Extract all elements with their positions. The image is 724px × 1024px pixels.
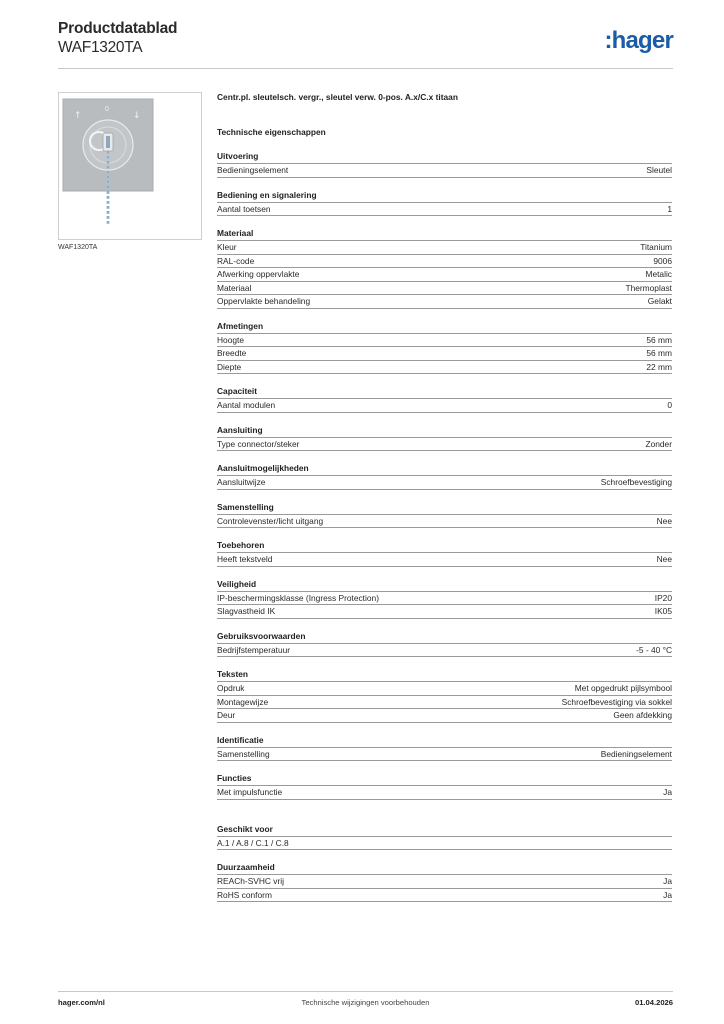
spec-section — [217, 861, 672, 902]
spec-value: 56 mm — [646, 334, 672, 345]
spec-label: Type connector/steker — [217, 438, 300, 449]
spec-row — [217, 267, 672, 281]
zero-position-label: 0 — [105, 106, 109, 113]
spec-row — [217, 240, 672, 254]
section-rows — [217, 643, 672, 658]
spec-value: Ja — [663, 876, 672, 886]
spec-value: Schroefbevestiging — [600, 477, 672, 487]
spec-value: 0 — [667, 400, 672, 410]
spec-value: Gelakt — [647, 296, 672, 306]
footer-divider — [58, 991, 673, 992]
spec-row — [217, 202, 672, 217]
spec-section — [217, 668, 672, 723]
spec-section — [217, 501, 672, 529]
product-specifications — [217, 92, 672, 902]
spec-value: Ja — [663, 889, 672, 900]
spec-section — [217, 539, 672, 567]
product-image-caption: WAF1320TA — [58, 244, 98, 251]
section-title: Duurzaamheid — [217, 862, 275, 872]
spec-value: -5 - 40 °C — [636, 644, 672, 655]
spec-label: Aantal modulen — [217, 400, 276, 410]
spec-row — [217, 747, 672, 762]
spec-value: Titanium — [640, 242, 672, 252]
spec-label: A.1 / A.8 / C.1 / C.8 — [217, 837, 289, 848]
section-title: Aansluiting — [217, 424, 263, 435]
spec-row — [217, 254, 672, 268]
spec-label: Kleur — [217, 242, 237, 252]
spec-value: Sleutel — [646, 165, 672, 175]
spec-label: Bedieningselement — [217, 165, 289, 175]
section-rows — [217, 552, 672, 567]
spec-section — [217, 578, 672, 619]
section-rows — [217, 747, 672, 762]
section-rows — [217, 514, 672, 529]
spec-label: Met impulsfunctie — [217, 787, 283, 797]
spec-value: Met opgedrukt pijlsymbool — [574, 683, 672, 693]
spec-label: Diepte — [217, 361, 242, 372]
spec-label: Afwerking oppervlakte — [217, 269, 300, 279]
spec-row — [217, 163, 672, 178]
product-description: Centr.pl. sleutelsch. vergr., sleutel verw. 0-pos. A.x/C.x titaan — [217, 92, 458, 102]
document-title: Productdatablad — [58, 20, 178, 37]
section-title: Bediening en signalering — [217, 189, 317, 200]
spec-label: Aansluitwijze — [217, 477, 266, 487]
spec-value: Schroefbevestiging via sokkel — [561, 696, 672, 707]
spec-row — [217, 888, 672, 903]
spec-label: Oppervlakte behandeling — [217, 296, 311, 306]
section-title: Teksten — [217, 669, 249, 679]
spec-label: Heeft tekstveld — [217, 554, 273, 564]
spec-section — [217, 320, 672, 375]
section-rows — [217, 437, 672, 452]
hager-logo — [604, 27, 673, 55]
spec-row — [217, 552, 672, 567]
section-title: Capaciteit — [217, 386, 258, 396]
spec-value: 56 mm — [646, 348, 672, 358]
arrow-up-icon: ↑ — [74, 111, 82, 121]
product-image — [58, 92, 202, 240]
spec-value: 1 — [667, 203, 672, 214]
section-title: Identificatie — [217, 734, 264, 745]
spec-row — [217, 785, 672, 800]
spec-value: 22 mm — [646, 361, 672, 372]
arrow-down-icon: ↓ — [133, 111, 141, 121]
spec-label: Breedte — [217, 348, 247, 358]
section-rows — [217, 874, 672, 902]
section-title: Uitvoering — [217, 151, 259, 161]
spec-label: Aantal toetsen — [217, 203, 271, 214]
spec-row — [217, 514, 672, 529]
technical-properties-heading: Technische eigenschappen — [217, 127, 326, 137]
spec-row — [217, 643, 672, 658]
page-header — [58, 20, 673, 57]
spec-section — [217, 734, 672, 762]
spec-label: Slagvastheid IK — [217, 606, 276, 616]
spec-row — [217, 591, 672, 605]
spec-label: Materiaal — [217, 282, 252, 293]
spec-label: IP-beschermingsklasse (Ingress Protection) — [217, 592, 379, 603]
spec-row — [217, 360, 672, 375]
section-rows — [217, 202, 672, 217]
spec-section — [217, 462, 672, 490]
spec-label: Montagewijze — [217, 696, 269, 707]
spec-section — [217, 424, 672, 452]
spec-label: Bedrijfstemperatuur — [217, 644, 291, 655]
section-title: Samenstelling — [217, 501, 274, 512]
section-rows — [217, 785, 672, 800]
section-rows — [217, 398, 672, 413]
product-code: WAF1320TA — [58, 39, 143, 56]
spec-section — [217, 630, 672, 658]
section-title: Afmetingen — [217, 320, 264, 331]
spec-section — [217, 227, 672, 309]
section-title: Aansluitmogelijkheden — [217, 463, 309, 473]
section-title: Materiaal — [217, 228, 254, 238]
section-title: Gebruiksvoorwaarden — [217, 630, 306, 641]
spec-section — [217, 385, 672, 413]
spec-value: IP20 — [654, 592, 672, 603]
spec-label: RAL-code — [217, 255, 255, 266]
section-title: Geschikt voor — [217, 823, 273, 834]
section-rows — [217, 591, 672, 619]
spec-label: RoHS conform — [217, 889, 272, 900]
spec-row — [217, 681, 672, 695]
specification-sections — [217, 150, 672, 902]
key-switch-plate-image — [59, 93, 201, 239]
spec-row — [217, 475, 672, 490]
spec-value: Thermoplast — [625, 282, 672, 293]
spec-value: IK05 — [654, 606, 672, 616]
spec-value: Zonder — [645, 438, 672, 449]
spec-row — [217, 294, 672, 309]
section-rows — [217, 475, 672, 490]
spec-value: 9006 — [653, 255, 672, 266]
section-rows — [217, 163, 672, 178]
spec-row — [217, 836, 672, 851]
spec-section — [217, 150, 672, 178]
spec-value: Nee — [656, 515, 672, 526]
section-rows — [217, 681, 672, 723]
spec-row — [217, 333, 672, 347]
spec-section — [217, 189, 672, 217]
spec-row — [217, 874, 672, 888]
spec-section — [217, 823, 672, 851]
footer-date: 01.04.2026 — [634, 998, 673, 1007]
section-title: Functies — [217, 773, 252, 783]
spec-row — [217, 437, 672, 452]
header-divider — [58, 68, 673, 69]
spec-label: Samenstelling — [217, 748, 270, 759]
section-title: Toebehoren — [217, 540, 265, 550]
spec-label: Controlevenster/licht uitgang — [217, 515, 324, 526]
logo-text: :hager — [604, 27, 673, 54]
spec-row — [217, 695, 672, 709]
spec-row — [217, 604, 672, 619]
footer-website: hager.com/nl — [58, 998, 105, 1007]
spec-value: Nee — [656, 554, 672, 564]
section-rows — [217, 240, 672, 309]
section-title: Veiligheid — [217, 578, 257, 589]
footer-disclaimer: Technische wijzigingen voorbehouden — [301, 998, 430, 1007]
spec-row — [217, 281, 672, 295]
spec-value: Geen afdekking — [613, 710, 672, 720]
spec-label: REACh-SVHC vrij — [217, 876, 285, 886]
section-rows — [217, 333, 672, 375]
spec-label: Hoogte — [217, 334, 245, 345]
spec-label: Opdruk — [217, 683, 245, 693]
section-rows — [217, 836, 672, 851]
spec-row — [217, 346, 672, 360]
spec-row — [217, 708, 672, 723]
spec-value: Ja — [663, 787, 672, 797]
spec-value: Metalic — [645, 269, 672, 279]
spec-section — [217, 772, 672, 800]
spec-row — [217, 398, 672, 413]
spec-value: Bedieningselement — [600, 748, 672, 759]
spec-label: Deur — [217, 710, 236, 720]
